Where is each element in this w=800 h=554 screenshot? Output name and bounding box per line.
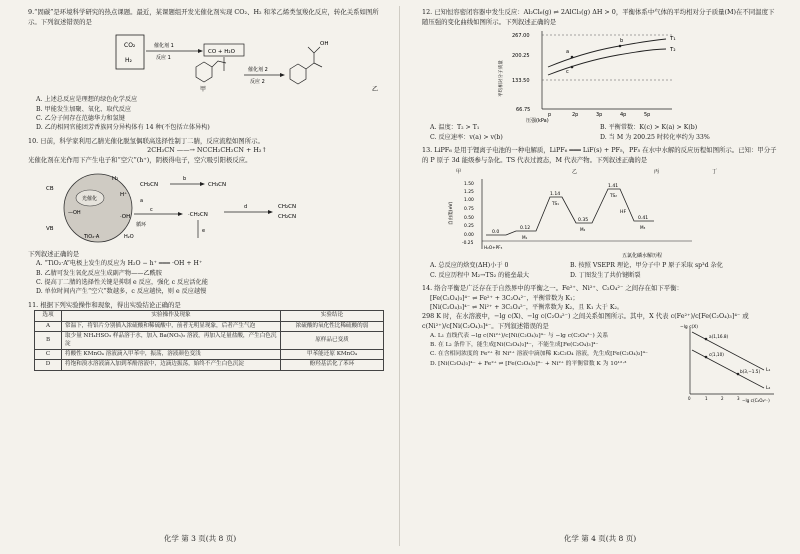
- x-axis-label: 压强(kPa): [526, 118, 549, 124]
- q9-scheme: [28, 27, 388, 95]
- label-a: a: [140, 197, 144, 204]
- q11-stem: 11. 根据下列实验操作和现象，得出实验结论正确的是: [28, 300, 181, 309]
- q13-option-d: D. 丁图发生了共价键断裂: [570, 271, 641, 279]
- level-value: 0.0: [492, 230, 500, 236]
- x-tick: 4p: [620, 112, 627, 119]
- q12-options: [422, 123, 778, 142]
- state-label: TS₂: [610, 193, 617, 199]
- ohr-label: ·OH: [120, 213, 131, 220]
- level-value: 0.12: [520, 226, 531, 232]
- state-label: H₂O+PF₅: [484, 245, 503, 251]
- q13-options-col-right: [562, 261, 723, 280]
- c2-label: CH₃CN: [208, 181, 227, 188]
- q12-option-a: A. 温度：T₂ > T₁: [430, 124, 480, 132]
- arrow-1-head: [198, 49, 203, 53]
- q14-eq2: [Ni(C₂O₄)₃]⁴⁻ ⇌ Ni²⁺ + 3C₂O₄²⁻，平衡常数为 K₂，且 K₁ 大于 K₂。: [430, 304, 624, 311]
- q13-options: [422, 261, 778, 280]
- species-jia: 甲: [456, 169, 462, 176]
- question-14: [422, 284, 778, 403]
- q10-option-d: D. 单位时间内产生“空穴”数越多，c 反应越快，则 e 反应越慢: [36, 288, 207, 296]
- q10-option-c: C. 提高丁二腈的选择性关键是抑制 e 反应，强化 c 反应活化能: [36, 279, 208, 286]
- cb-label: CB: [46, 185, 54, 192]
- header-conclusion: 实验结论: [281, 311, 384, 321]
- level-value: 1.41: [608, 184, 619, 190]
- label-b: b: [620, 38, 624, 45]
- y-tick: 66.75: [516, 107, 531, 114]
- species-yi: 乙: [572, 169, 578, 176]
- point-b: [619, 45, 622, 48]
- question-13: [422, 146, 778, 280]
- q12-options-col-right: [592, 123, 710, 142]
- species-bing: 丙: [654, 169, 660, 176]
- carbonyl: [308, 47, 314, 53]
- x-tick: 5p: [644, 112, 651, 119]
- right-footer: 化学 第 4 页(共 8 页): [563, 534, 637, 543]
- label-t2: T₂: [670, 47, 676, 54]
- box-h2: H₂: [125, 57, 132, 65]
- q10-figure: [28, 166, 386, 250]
- methyl: [314, 63, 322, 67]
- level-value: 0.41: [638, 216, 649, 222]
- hf-label: HF: [620, 210, 627, 216]
- label-d: d: [244, 203, 248, 210]
- x-tick: 1: [705, 396, 708, 401]
- x-tick: 2p: [572, 112, 579, 119]
- label-c: c: [566, 69, 569, 76]
- x-tick: p: [548, 112, 552, 119]
- right-page: [400, 0, 800, 554]
- y-tick: 267.00: [512, 33, 530, 40]
- c4-label: CH₂CN: [278, 203, 297, 210]
- state-label: M₁: [522, 235, 528, 241]
- ball-label: 光催化: [82, 195, 98, 202]
- q14-option-b: B. 在 L₂ 条件下，能生成[Ni(C₂O₄)₃]⁴⁻，不能生成[Fe(C₂O₄)₃]⁴⁻: [430, 342, 599, 348]
- table-row: [35, 321, 384, 331]
- product-ring: [290, 64, 306, 84]
- hplus-label: H⁺: [120, 191, 128, 198]
- q10-option-b: B. 乙腈可发生氧化反应生成副产物——乙酰胺: [36, 269, 163, 277]
- mid-text: CO + H₂O: [208, 49, 235, 56]
- q14-options: [422, 332, 672, 370]
- q14-line4: c(Ni²⁺)/c[Ni(C₂O₄)₃]⁴⁻。下列叙述错误的是: [422, 322, 549, 330]
- state-label: M₃: [640, 225, 646, 231]
- q9-option-d: D. 乙的相同官能团芳香族同分异构体有 14 种(不包括立体异构): [36, 124, 210, 132]
- row-c-conclusion: 甲苯能还原 KMnO₄: [281, 350, 384, 360]
- q10-equation: 2CH₃CN ——→ NCCH₂CH₂CN + H₂↑: [147, 146, 267, 155]
- q14-option-d: D. [Ni(C₂O₄)₃]⁴⁻ + Fe²⁺ ⇌ [Fe(C₂O₄)₃]⁴⁻ + Ni²⁺ 的平衡常数 K 为 10¹²·³: [430, 360, 627, 367]
- q9-stem: 9.“固碳”是环境科学研究的热点课题。最近，某课题组开发光催化剂实现 CO₂、H₂ 和苯乙烯类氢羧化反应，转化关系如图所示。下列叙述错误的是: [28, 8, 379, 26]
- row-b-label: B: [35, 332, 62, 350]
- point-b-label: b(3,−1.5): [740, 369, 761, 374]
- q14-line3: 298 K 时，在水溶液中，−lg c(X)、−lg c(C₂O₄²⁻) 之间关系如图所示。其中，X 代表 c(Fe²⁺)/c[Fe(C₂O₄)₃]⁴⁻ 或: [422, 312, 749, 321]
- table-header-row: [35, 311, 384, 321]
- table-row: [35, 360, 384, 370]
- arrow-b-head: [200, 182, 205, 186]
- q10-desc: 光催化剂在光作用下产生电子和“空穴”(h⁺)，阴极得电子，空穴吸引阳极反应。: [28, 156, 252, 164]
- arrow-c-head: [178, 212, 183, 216]
- q13-options-col-left: [422, 261, 562, 280]
- y-tick: 0.75: [464, 207, 474, 213]
- label-b: b: [183, 175, 187, 182]
- row-a-label: A: [35, 321, 62, 331]
- question-11: [28, 301, 386, 371]
- q11-table: [34, 310, 384, 370]
- arrow1-bottom: 反应 1: [156, 55, 171, 62]
- c5-label: CH₂CN: [278, 213, 297, 220]
- q13-option-a: A. 总反应的焓变(ΔH)小于 0: [430, 262, 509, 270]
- header-option: 选项: [35, 311, 62, 321]
- q13-stem: 13. LiPF₆ 是用于锂离子电池的一种电解质，LiPF₆ ═══ LiF(s) + PF₅，PF₅ 在水中水解的反应历程如图所示。已知：甲分子的 P 原子 3d 能级参与杂化。TS 代表过渡态，M 代表产物。下列叙述正确的是: [422, 146, 777, 164]
- point-c: [705, 356, 708, 359]
- q12-chart: [422, 27, 778, 123]
- q12-option-b: B. 平衡常数：K(c) > K(a) > K(b): [600, 124, 698, 132]
- x-tick: 2: [721, 396, 724, 401]
- level-value: 1.14: [550, 192, 561, 198]
- h2-label: H₂: [112, 175, 119, 182]
- q12-figure: [422, 27, 778, 123]
- styrene-ring: [196, 62, 212, 82]
- h2o-label: H₂O: [124, 233, 134, 240]
- question-9: [28, 8, 386, 133]
- label-l2: L₂: [766, 386, 771, 391]
- y-axis-label: −lg c(X): [680, 325, 698, 330]
- x-axis-label: 五氯化磷水解历程: [622, 253, 663, 260]
- c3-label: ·CH₂CN: [188, 211, 208, 218]
- x-axis-label: −lg c(C₂O₄²⁻): [742, 398, 770, 403]
- arrow-2-head: [280, 73, 285, 77]
- row-a-conclusion: 浓硫酸的氧化性比稀硫酸的弱: [281, 321, 384, 331]
- point-a-label: a(1,16.8): [709, 334, 729, 339]
- question-10: [28, 137, 386, 297]
- label-l1: L₁: [766, 368, 771, 373]
- label-jia: 甲: [200, 86, 207, 94]
- y-tick: 1.00: [464, 198, 474, 204]
- q9-option-a: A. 上述总反应是理想的绿色化学反应: [36, 96, 138, 104]
- label-yi: 乙: [372, 86, 379, 94]
- row-d-operation: 将饱和溴水溶液滴入加到苯酚溶液中，边滴边振荡，始终不产生白色沉淀: [62, 360, 281, 370]
- q13-option-c: C. 反应历程中 M₂→TS₂ 的能垒最大: [430, 271, 530, 279]
- arrow-d-head: [268, 210, 273, 214]
- q12-option-d: D. 当 M 为 200.25 时转化率约为 33%: [600, 133, 710, 141]
- label-e: e: [202, 227, 206, 234]
- y-axis-label: 平均相对分子质量: [499, 60, 504, 98]
- row-a-operation: 常温下，将铝片分别插入浓硫酸和稀硫酸中，前者无明显现象，后者产生气泡: [62, 321, 281, 331]
- point-b: [737, 373, 740, 376]
- table-row: [35, 332, 384, 350]
- oh-label: —OH: [68, 209, 81, 216]
- row-d-conclusion: 酚羟基活化了苯环: [281, 360, 384, 370]
- q13-energy-diagram: [422, 165, 778, 261]
- q10-diagram: [28, 166, 388, 250]
- label-c: c: [150, 206, 153, 213]
- state-label: TS₁: [552, 201, 559, 207]
- y-tick: 0.00: [464, 233, 474, 239]
- x-tick: 0: [688, 396, 691, 401]
- q10-option-a: A. “TiO₂·A”电极上发生的反应为 H₂O − h⁺ ═══ ·OH + H⁺: [36, 260, 203, 268]
- row-c-operation: 将酸性 KMnO₄ 溶液滴入甲苯中，振荡，溶液颜色变浅: [62, 350, 281, 360]
- row-b-conclusion: 原样品已变质: [281, 332, 384, 350]
- label-a: a: [566, 49, 570, 56]
- header-operation: 实验操作及现象: [62, 311, 281, 321]
- y-tick: 133.50: [512, 78, 530, 85]
- x-tick: 3: [737, 396, 740, 401]
- q10-stem: 10. 日前，科学家利用乙腈光催化脱氢偶联高选择性制丁二腈，反应流程如图所示。: [28, 136, 264, 145]
- arrow2-top: 催化剂 2: [248, 67, 268, 74]
- state-label: M₂: [580, 227, 586, 233]
- energy-profile: [486, 189, 654, 235]
- q9-figure: [28, 27, 386, 95]
- q14-chart: [678, 324, 778, 404]
- point-c-label: c(1,10): [709, 352, 724, 357]
- y-axis-label: 自由能(eV): [449, 201, 454, 226]
- row-d-label: D: [35, 360, 62, 370]
- q12-options-col-left: [422, 123, 592, 142]
- q9-option-c: C. 乙分子间存在范德华力和氢键: [36, 115, 125, 122]
- q12-option-c: C. 反应速率：v(a) > v(b): [430, 133, 503, 141]
- c1-label: CH₂CN: [140, 181, 159, 188]
- arrow2-bottom: 反应 2: [250, 79, 265, 86]
- label-t1: T₁: [670, 36, 676, 43]
- oh-label: OH: [320, 41, 329, 48]
- q13-option-b: B. 按照 VSEPR 理论，甲分子中 P 原子采取 sp³d 杂化: [570, 262, 723, 270]
- product-chain: [306, 47, 320, 69]
- photocatalyst-sphere: [64, 174, 132, 242]
- point-c: [571, 66, 574, 69]
- level-value: 0.35: [578, 218, 589, 224]
- q13-figure: [422, 165, 778, 261]
- row-c-label: C: [35, 350, 62, 360]
- y-tick: 1.25: [464, 190, 474, 196]
- point-a: [705, 338, 708, 341]
- q14-option-c: C. 在含相同浓度的 Fe²⁺ 和 Ni²⁺ 溶液中滴加稀 K₂C₂O₄ 溶液，先生成[Fe(C₂O₄)₃]⁴⁻: [430, 351, 648, 358]
- table-row: [35, 350, 384, 360]
- y-tick: -0.25: [462, 241, 474, 247]
- y-tick: 0.50: [464, 216, 474, 222]
- y-tick: 200.25: [512, 53, 530, 60]
- tio2-label: TiO₂·A: [84, 233, 100, 240]
- box-co2: CO₂: [124, 42, 136, 50]
- q14-option-a: A. L₁ 直线代表 −lg c(Ni²⁺)/c[Ni(C₂O₄)₃]⁴⁻ 与 −lg c(C₂O₄²⁻) 关系: [430, 332, 609, 339]
- arrow1-top: 催化剂 1: [154, 43, 174, 50]
- point-a: [571, 56, 574, 59]
- q12-stem: 12. 已知恒容密闭容器中发生反应：Al₂Cl₆(g) ⇌ 2AlCl₃(g) ΔH > 0，平衡体系中气体的平均相对分子质量(M)在不同温度下随压强的变化曲线如图所示。下列叙述正确的是: [422, 8, 775, 26]
- y-tick: 0.25: [464, 224, 474, 230]
- species-ding: 丁: [712, 169, 718, 176]
- y-tick: 1.50: [464, 182, 474, 188]
- cycle-label: 循环: [136, 221, 147, 228]
- vb-label: VB: [46, 225, 54, 232]
- q9-option-b: B. 甲能发生加聚、氧化、取代反应: [36, 105, 132, 113]
- q14-stem: 14. 络合平衡是广泛存在于自然界中的平衡之一。Fe²⁺、Ni²⁺、C₂O₄²⁻ 之间存在如下平衡：: [422, 284, 683, 292]
- q14-eq1: [Fe(C₂O₄)₃]⁴⁻ ⇌ Fe²⁺ + 3C₂O₄²⁻，平衡常数为 K₁；: [430, 294, 579, 302]
- q10-lead: 下列叙述正确的是: [28, 249, 80, 258]
- question-12: [422, 8, 778, 142]
- row-b-operation: 取少量 NH₄HSO₃ 样品溶于水，加入 Ba(NO₃)₂ 溶液，再加入足量盐酸，产生白色沉淀: [62, 332, 281, 350]
- left-footer: 化学 第 3 页(共 8 页): [163, 534, 237, 543]
- x-tick: 3p: [596, 112, 603, 119]
